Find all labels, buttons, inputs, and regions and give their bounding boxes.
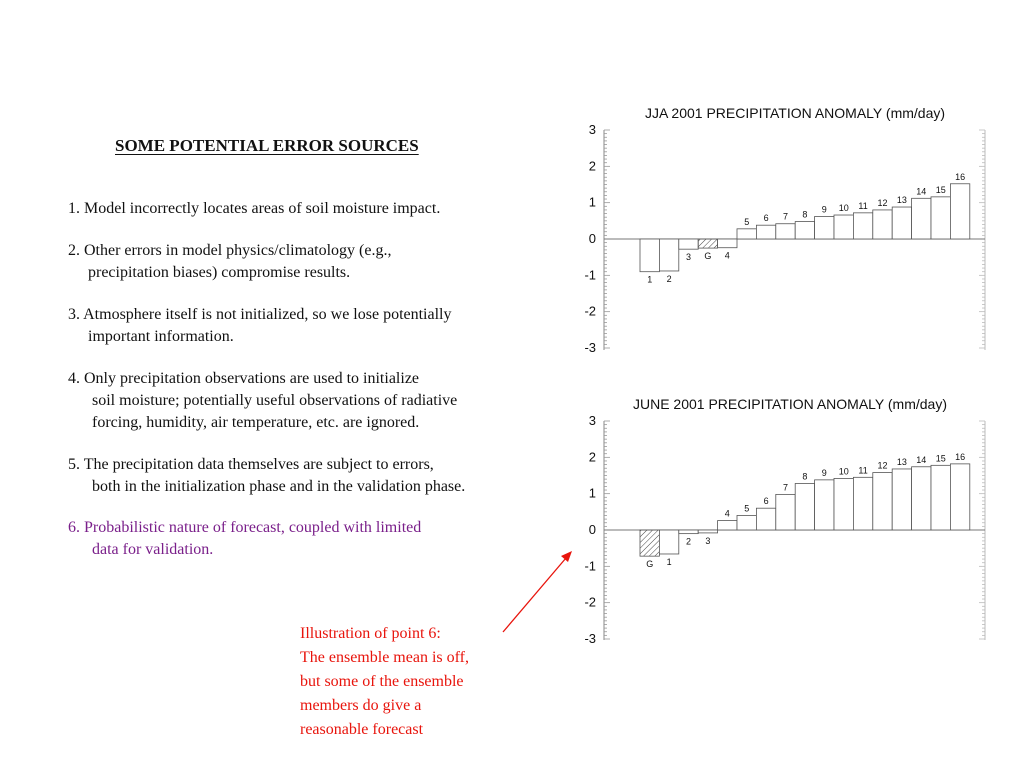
bar-label: 10 [838,203,849,214]
bar-label: 6 [763,213,769,224]
bar-label: 13 [896,456,907,467]
bar-2 [679,530,698,534]
bar-label: 3 [685,252,692,263]
bar-14 [912,467,931,530]
y-tick-label: -1 [584,267,596,283]
y-tick-label: -2 [584,594,596,610]
y-tick-label: -1 [584,558,596,574]
item-5-line-1: 5. The precipitation data themselves are subject to errors, [68,456,434,473]
chart-title: JUNE 2001 PRECIPITATION ANOMALY (mm/day) [632,396,948,412]
bar-15 [931,465,950,530]
bar-5 [737,515,756,530]
annotation-line: Illustration of point 6: [300,625,441,642]
bar-label: G [704,251,712,262]
annotation-line: members do give a [300,697,422,714]
bar-label: 9 [821,204,827,215]
bar-label: 12 [877,197,888,208]
bar-label: 8 [802,209,808,220]
y-tick-label: 1 [588,485,596,501]
item-4-line-1: 4. Only precipitation observations are used to initialize [68,370,420,387]
bar-label: 7 [782,211,789,222]
y-tick-label: 2 [588,158,596,174]
bar-label: 3 [705,535,711,546]
bar-label: 8 [802,471,808,482]
bar-10 [834,478,853,530]
y-tick-label: -3 [584,340,596,355]
bar-label: 4 [724,508,730,519]
bar-label: 14 [916,454,927,465]
bar-3 [698,530,717,533]
bar-label: 5 [744,503,750,514]
bar-label: 13 [896,195,907,206]
annotation-line: but some of the ensemble [300,673,464,690]
bar-label: 16 [955,451,966,462]
chart-title: JJA 2001 PRECIPITATION ANOMALY (mm/day) [644,105,946,121]
bar-label: 5 [744,216,750,227]
bar-label: 12 [877,460,888,471]
bar-9 [815,480,834,530]
bar-label: 1 [666,556,672,567]
item-5-line-2: both in the initialization phase and in the validation phase. [92,478,466,495]
bar-label: 9 [821,467,827,478]
y-tick-label: 3 [588,122,596,137]
bar-label: 1 [647,274,653,285]
bar-13 [892,469,911,530]
y-tick-label: 1 [588,194,596,210]
bar-16 [950,464,969,530]
bar-label: 11 [858,200,868,211]
bar-label: 2 [685,536,692,547]
bar-label: 10 [838,466,849,477]
section-heading: SOME POTENTIAL ERROR SOURCES [115,136,419,155]
item-3-line-1: 3. Atmosphere itself is not initialized, so we lose potentially [68,306,452,323]
y-tick-label: 0 [588,522,596,537]
bar-G [640,530,659,556]
bar-label: 15 [935,184,946,195]
bar-label: 15 [935,453,946,464]
item-6-line-2: data for validation. [92,541,214,558]
item-6-line-1: 6. Probabilistic nature of forecast, coupled with limited [68,519,422,536]
bar-1 [659,530,678,554]
bar-label: 2 [666,273,672,284]
item-4-line-3: forcing, humidity, air temperature, etc. are ignored. [92,414,420,431]
bar-6 [756,508,775,530]
bar-label: G [646,559,654,570]
bar-label: 14 [916,186,927,197]
bar-label: 7 [782,482,789,493]
item-4-line-2: soil moisture; potentially useful observations of radiative [92,392,458,409]
bar-label: 4 [724,250,730,261]
bar-12 [873,473,892,530]
bar-label: 16 [955,171,966,182]
bar-11 [853,477,872,530]
item-2-line-2: precipitation biases) compromise results. [88,264,351,281]
y-tick-label: 3 [588,413,596,428]
item-3-line-2: important information. [88,328,234,345]
bar-label: 11 [858,465,868,476]
y-tick-label: 2 [588,449,596,465]
item-1-text: 1. Model incorrectly locates areas of soil moisture impact. [68,200,441,217]
bar-label: 6 [763,496,769,507]
item-2-line-1: 2. Other errors in model physics/climatology (e.g., [68,242,392,259]
annotation-line: The ensemble mean is off, [300,649,469,666]
bar-7 [776,494,795,530]
y-tick-label: 0 [588,231,596,246]
y-tick-label: -3 [584,631,596,646]
y-tick-label: -2 [584,303,596,319]
bar-8 [795,483,814,530]
bar-4 [718,521,737,530]
annotation-line: reasonable forecast [300,721,424,738]
